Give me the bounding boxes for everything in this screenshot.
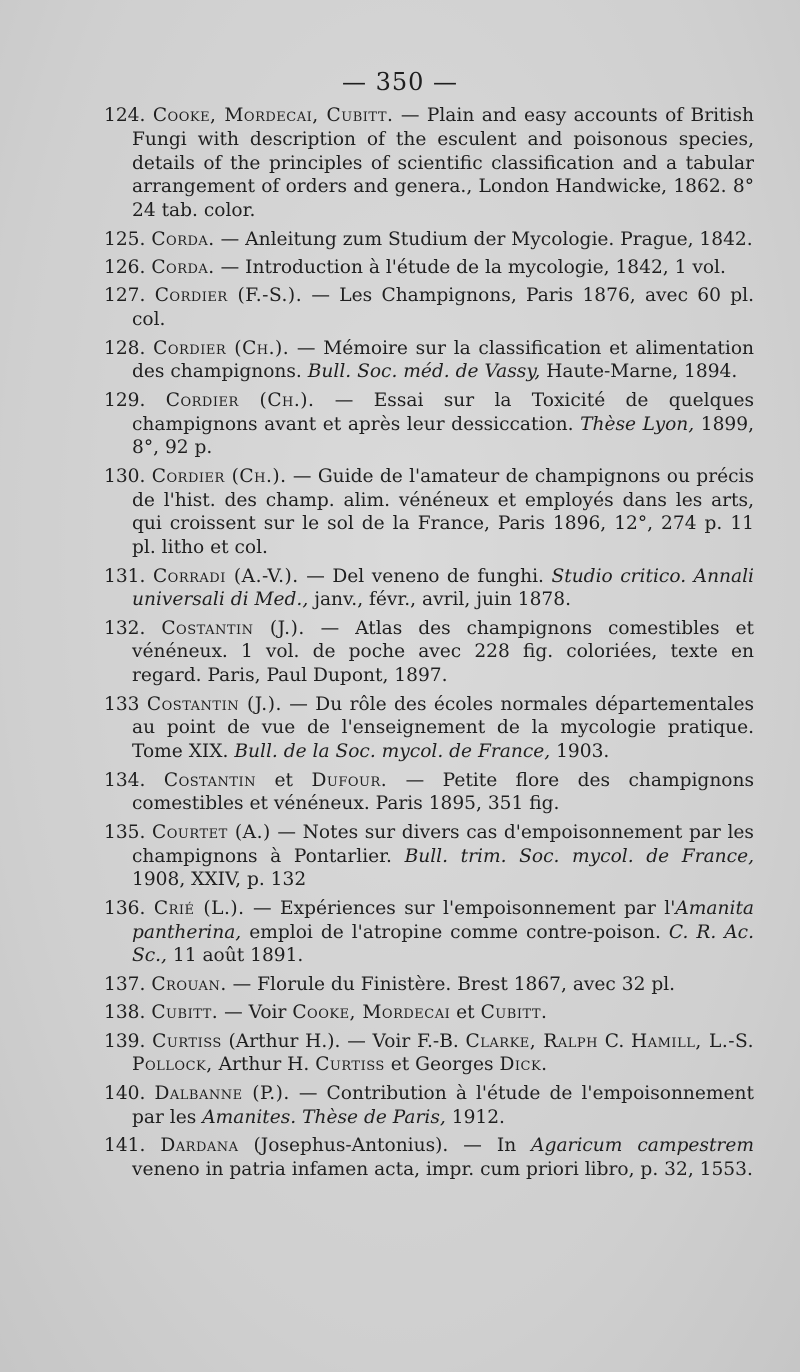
entry-text: — Voir <box>224 1002 287 1024</box>
bibliography-entry: 129. Cordier (Ch.). — Essai sur la Toxicité de quelques champignons avant et après leur dessiccation. Thèse Lyon, 1899, 8°, 92 p. <box>104 389 755 459</box>
entry-journal: Studio critico. Annali universali di Med., <box>132 565 754 611</box>
entry-text: — Essai sur la Toxicité de quelques champignons avant et après leur dessiccation. <box>132 389 755 435</box>
entry-text: et Georges <box>390 1054 494 1076</box>
entry-author: Dalbanne (P.). <box>154 1082 290 1104</box>
entry-author: Crouan. <box>151 973 227 995</box>
entry-text: — Notes sur divers cas d'empoisonnement par les champignons à Pontarlier. <box>132 821 754 867</box>
bibliography-entry: 139. Curtiss (Arthur H.). — Voir F.-B. Clarke, Ralph C. Hamill, L.-S. Pollock, Arthur H. Curtiss et Georges Dick. <box>104 1030 755 1076</box>
entry-author: Corradi (A.-V.). <box>152 565 299 587</box>
entry-author: Corda. <box>151 256 215 278</box>
entry-author: Cordier (Ch.). <box>165 389 315 411</box>
bibliography-entry: 137. Crouan. — Florule du Finistère. Brest 1867, avec 32 pl. <box>104 973 676 995</box>
entry-journal: Bull. de la Soc. mycol. de France, <box>234 741 551 763</box>
entry-text: — Florule du Finistère. Brest 1867, avec 32 pl. <box>232 973 676 995</box>
entry-author-ref: Dick. <box>499 1054 548 1076</box>
entry-author-ref: Cooke, Mordecai <box>292 1002 451 1024</box>
page-number: — 350 — <box>341 68 459 96</box>
entry-author: Costantin (J.). <box>146 693 282 715</box>
entry-text: C. <box>604 1030 625 1052</box>
entry-author: Crié (L.). <box>153 897 245 919</box>
entry-journal: C. R. Ac. Sc., <box>132 921 754 967</box>
entry-text: — Expériences sur l'empoisonnement par l' <box>253 897 676 919</box>
entry-author: Costantin <box>163 769 257 791</box>
entry-author: Cordier (F.-S.). <box>154 285 303 307</box>
bibliography-entry: 131. Corradi (A.-V.). — Del veneno de funghi. Studio critico. Annali universali di Med., janv., févr., avril, juin 1878. <box>104 565 754 611</box>
entry-author: Dardana <box>160 1134 239 1156</box>
entry-text: — Atlas des champignons comestibles et vénéneux. 1 vol. de poche avec 228 fig. coloriées, texte en regard. Paris, Paul Dupont, 1897. <box>132 617 754 687</box>
bibliography-entry: 133 Costantin (J.). — Du rôle des écoles normales départementales au point de vue de l'enseignement de la mycologie pratique. Tome XIX. Bull. de la Soc. mycol. de France, 1903. <box>104 693 754 763</box>
entry-journal: Thèse Lyon, <box>580 413 695 435</box>
bibliography-entry: 127. Cordier (F.-S.). — Les Champignons, Paris 1876, avec 60 pl. col. <box>104 285 754 331</box>
entry-text: 1899, 8°, 92 p. <box>132 413 754 459</box>
entry-text: Haute-Marne, 1894. <box>546 361 738 383</box>
entry-author: Courtet (A.) <box>152 821 271 843</box>
entry-text: — Mémoire sur la classification et alimentation des champignons. <box>132 337 754 383</box>
entry-text: — Introduction à l'étude de la mycologie, 1842, 1 vol. <box>220 256 726 278</box>
entry-author: Dufour. <box>311 769 388 791</box>
entry-text: Arthur H. <box>218 1054 310 1076</box>
entry-text: 1903. <box>556 741 610 763</box>
bibliography-entry: 135. Courtet (A.) — Notes sur divers cas d'empoisonnement par les champignons à Pontarlier. Bull. trim. Soc. mycol. de France, 1908, XXIV, p. 132 <box>104 821 754 891</box>
entry-text: (Arthur H.). — Voir F.-B. <box>228 1030 459 1052</box>
bibliography-entry: 128. Cordier (Ch.). — Mémoire sur la classification et alimentation des champignons. Bull. Soc. méd. de Vassy, Haute-Marne, 1894. <box>104 337 754 383</box>
entry-author: Curtiss <box>152 1030 222 1052</box>
entry-text: emploi de l'atropine comme contre-poison. <box>249 921 661 943</box>
bibliography-entry: 138. Cubitt. — Voir Cooke, Mordecai et Cubitt. <box>104 1002 548 1024</box>
bibliography-entry: 124. Cooke, Mordecai, Cubitt. — Plain and easy accounts of British Fungi with description of the esculent and poisonous species, details of the principles of scientific classification and a tabular arrangement of orders and genera., London Handwicke, 1862. 8° 24 tab. color. <box>104 105 754 222</box>
bibliography-list <box>104 104 754 1186</box>
entry-author: Corda. <box>151 228 215 250</box>
entry-author-ref: Clarke, Ralph <box>465 1030 599 1052</box>
entry-text: — Petite flore des champignons comestibles et vénéneux. Paris 1895, 351 fig. <box>132 769 755 815</box>
entry-text: et <box>456 1002 475 1024</box>
bibliography-entry: 125. Corda. — Anleitung zum Studium der Mycologie. Prague, 1842. <box>104 228 753 250</box>
entry-author: Costantin (J.). <box>161 617 305 639</box>
entry-text: 1912. <box>451 1106 505 1128</box>
entry-author-ref: Cubitt. <box>480 1002 548 1024</box>
entry-text: — Plain and easy accounts of British Fungi with description of the esculent and poisonous species, details of the principles of scientific classification and a tabular arrangement of orders and genera., London Handwicke, 1862. 8° 24 tab. color. <box>132 105 754 222</box>
entry-text: — Guide de l'amateur de champignons ou précis de l'hist. des champ. alim. vénéneux et employés dans les arts, qui croissent sur le sol de la France, Paris 1896, 12°, 274 p. 11 pl. litho et col. <box>132 465 754 559</box>
entry-author: Cooke, Mordecai, Cubitt. <box>152 105 394 126</box>
entry-author: Cubitt. <box>151 1002 219 1024</box>
entry-text: 11 août 1891. <box>172 945 304 967</box>
bibliography-entry: 136. Crié (L.). — Expériences sur l'empoisonnement par l'Amanita pantherina, emploi de l'atropine comme contre-poison. C. R. Ac. Sc., 11 août 1891. <box>104 897 754 967</box>
entry-text: — Du rôle des écoles normales départementales au point de vue de l'enseignement de la mycologie pratique. Tome XIX. <box>132 693 754 763</box>
entry-text: veneno in patria infamen acta, impr. cum priori libro, p. 32, 1553. <box>132 1158 753 1180</box>
entry-species: Amanita pantherina, <box>132 897 754 943</box>
entry-species: Agaricum campestrem <box>531 1134 754 1156</box>
entry-author: Cordier (Ch.). <box>153 337 290 359</box>
entry-journal: Bull. trim. Soc. mycol. de France, <box>404 845 754 867</box>
entry-text: janv., févr., avril, juin 1878. <box>314 589 572 611</box>
entry-author-ref: Curtiss <box>315 1054 385 1076</box>
bibliography-entry: 130. Cordier (Ch.). — Guide de l'amateur de champignons ou précis de l'hist. des champ. alim. vénéneux et employés dans les arts, qui croissent sur le sol de la France, Paris 1896, 12°, 274 p. 11 pl. litho et col. <box>104 465 754 559</box>
entry-text: — Contribution à l'étude de l'empoisonnement par les <box>132 1082 754 1128</box>
entry-text: — Les Champignons, Paris 1876, avec 60 pl. col. <box>132 285 754 331</box>
entry-journal: Bull. Soc. méd. de Vassy, <box>307 361 541 383</box>
entry-journal: Amanites. Thèse de Paris, <box>202 1106 446 1128</box>
entry-author: Cordier (Ch.). <box>151 465 287 487</box>
entry-text: 1908, XXIV, p. 132 <box>132 869 307 891</box>
bibliography-entry: 140. Dalbanne (P.). — Contribution à l'étude de l'empoisonnement par les Amanites. Thèse de Paris, 1912. <box>104 1082 754 1128</box>
bibliography-entry: 132. Costantin (J.). — Atlas des champignons comestibles et vénéneux. 1 vol. de poche avec 228 fig. coloriées, texte en regard. Paris, Paul Dupont, 1897. <box>104 617 754 687</box>
bibliography-entry: 134. Costantin et Dufour. — Petite flore des champignons comestibles et vénéneux. Paris 1895, 351 fig. <box>104 769 755 815</box>
entry-text: (Josephus-Antonius). — In <box>253 1134 517 1156</box>
bibliography-entry: 141. Dardana (Josephus-Antonius). — In Agaricum campestrem veneno in patria infamen acta, impr. cum priori libro, p. 32, 1553. <box>104 1134 754 1180</box>
entry-text: — Del veneno de funghi. <box>306 565 544 587</box>
bibliography-entry: 126. Corda. — Introduction à l'étude de la mycologie, 1842, 1 vol. <box>104 256 726 278</box>
entry-author-ref: Hamill, L.-S. Pollock, <box>132 1030 755 1076</box>
entry-text: — Anleitung zum Studium der Mycologie. Prague, 1842. <box>220 228 753 250</box>
